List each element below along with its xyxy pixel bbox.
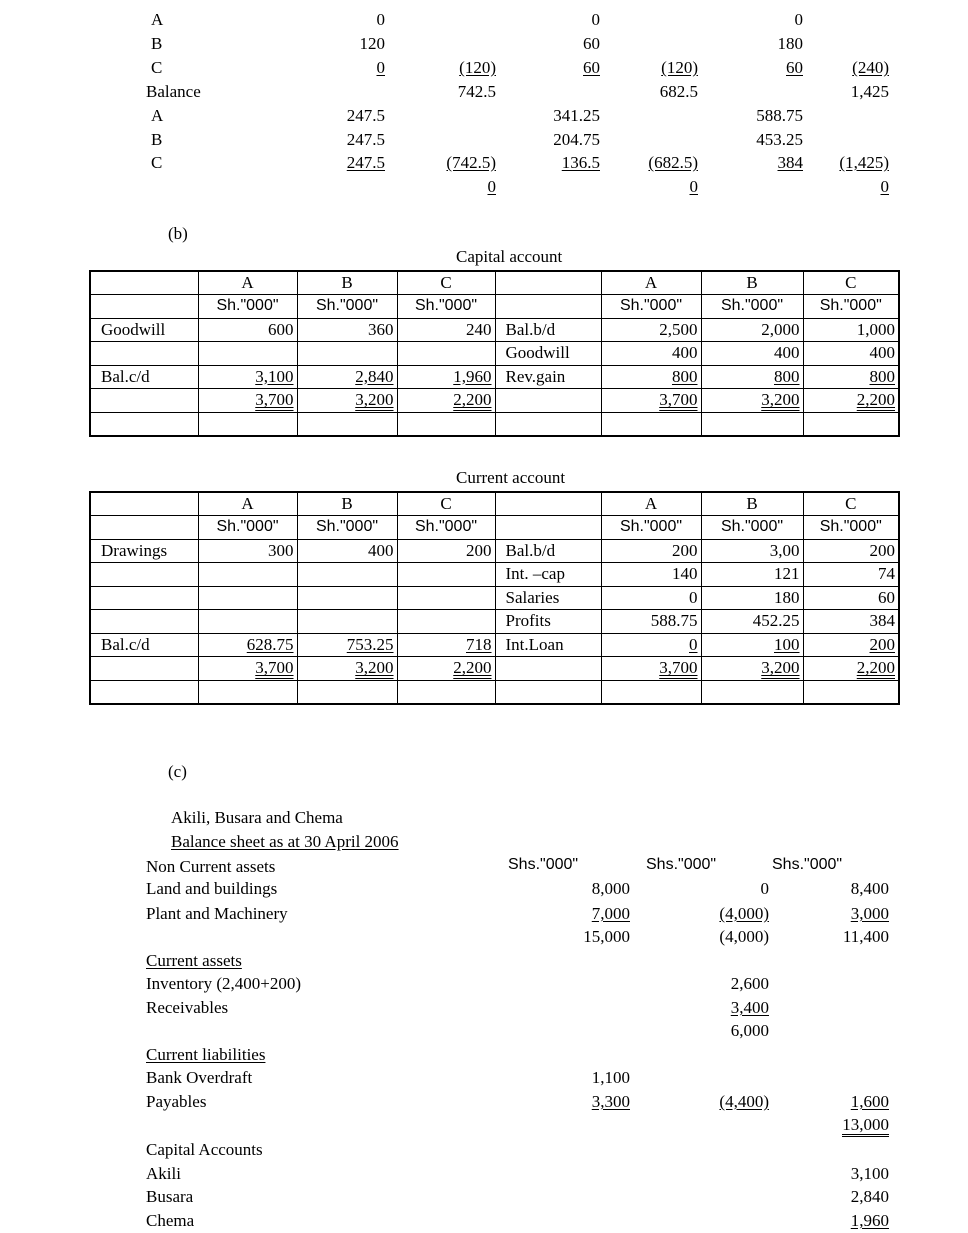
credit-a-total: 3,700	[659, 390, 698, 410]
debit-label	[90, 610, 198, 634]
credit-label	[495, 389, 601, 413]
distribution-value-c2: (742.5)	[446, 153, 496, 172]
distribution-row-label: C	[151, 153, 163, 172]
credit-a: 588.75	[601, 610, 701, 634]
credit-label: Int. –cap	[495, 563, 601, 587]
partner-c-header: C	[397, 271, 495, 295]
distribution-value-c2: 742.5	[457, 82, 496, 101]
debit-b: 360	[297, 318, 397, 342]
plant-cost: 7,000	[591, 904, 630, 923]
debit-label	[90, 657, 198, 681]
table-row	[90, 610, 899, 634]
current-account-table	[89, 491, 900, 705]
debit-a-total: 3,700	[255, 658, 294, 678]
chema-label: Chema	[146, 1211, 195, 1230]
capital-account-table	[89, 270, 900, 437]
credit-label: Bal.b/d	[495, 539, 601, 563]
land-adjustment: 0	[760, 879, 769, 898]
credit-c: 384	[803, 610, 899, 634]
credit-c-total: 2,200	[856, 390, 895, 410]
net-current-assets: 1,600	[850, 1092, 889, 1111]
debit-c	[397, 563, 495, 587]
distribution-row-label: B	[151, 34, 163, 53]
credit-a: 800	[672, 366, 698, 386]
partner-b-header: B	[297, 271, 397, 295]
capital-account-title: Capital account	[456, 247, 563, 266]
distribution-value-c1: 0	[376, 58, 385, 77]
credit-label: Profits	[495, 610, 601, 634]
credit-label	[495, 657, 601, 681]
credit-a-total: 3,700	[659, 658, 698, 678]
unit-header: Sh."000"	[601, 295, 701, 319]
distribution-value-c6: (1,425)	[839, 153, 889, 172]
partner-a-header: A	[601, 492, 701, 516]
debit-b	[297, 342, 397, 366]
partner-c-header: C	[803, 271, 899, 295]
unit-header: Sh."000"	[297, 516, 397, 540]
debit-c	[397, 342, 495, 366]
table-row	[90, 633, 899, 657]
nca-total-net: 11,400	[842, 927, 889, 946]
distribution-value-c1: 247.5	[346, 130, 385, 149]
debit-a: 3,100	[255, 366, 294, 386]
section-b-label: (b)	[168, 224, 188, 243]
credit-a: 2,500	[601, 318, 701, 342]
overdraft-value: 1,100	[591, 1068, 630, 1087]
debit-label: Goodwill	[90, 318, 198, 342]
table-row	[90, 586, 899, 610]
partner-c-header: C	[803, 492, 899, 516]
debit-label: Bal.c/d	[90, 365, 198, 389]
credit-b: 800	[774, 366, 800, 386]
partner-a-header: A	[198, 492, 297, 516]
current-account-title: Current account	[456, 468, 566, 487]
debit-c	[397, 586, 495, 610]
credit-c-total: 2,200	[856, 658, 895, 678]
balance-sheet-title: Balance sheet as at 30 April 2006	[171, 832, 399, 851]
firm-name: Akili, Busara and Chema	[171, 808, 343, 827]
distribution-value-c3: 204.75	[553, 130, 600, 149]
distribution-value-c2: 0	[487, 177, 496, 196]
distribution-value-c5: 453.25	[756, 130, 803, 149]
credit-label: Bal.b/d	[495, 318, 601, 342]
credit-b: 3,00	[701, 539, 803, 563]
unit-header: Sh."000"	[397, 295, 495, 319]
table-row	[90, 365, 899, 389]
chema-value: 1,960	[850, 1211, 889, 1230]
debit-label	[90, 586, 198, 610]
credit-c: 60	[803, 586, 899, 610]
debit-c: 240	[397, 318, 495, 342]
debit-b-total: 3,200	[355, 390, 394, 410]
credit-b: 100	[774, 634, 800, 654]
distribution-row-label: Balance	[146, 82, 201, 101]
overdraft-label: Bank Overdraft	[146, 1068, 253, 1087]
plant-net: 3,000	[850, 904, 889, 923]
land-cost: 8,000	[591, 879, 630, 898]
distribution-value-c3: 136.5	[561, 153, 600, 172]
debit-b-total: 3,200	[355, 658, 394, 678]
distribution-value-c5: 60	[786, 58, 803, 77]
debit-b: 2,840	[355, 366, 394, 386]
distribution-value-c5: 0	[794, 10, 803, 29]
unit-header: Sh."000"	[701, 295, 803, 319]
payables-label: Payables	[146, 1092, 207, 1111]
credit-a: 140	[601, 563, 701, 587]
distribution-row-label: A	[151, 106, 164, 125]
busara-label: Busara	[146, 1187, 194, 1206]
distribution-value-c1: 120	[359, 34, 385, 53]
akili-value: 3,100	[850, 1164, 889, 1183]
debit-a	[198, 342, 297, 366]
table-row	[90, 342, 899, 366]
col-header-1: Shs."000"	[508, 856, 579, 873]
credit-label: Salaries	[495, 586, 601, 610]
table-row	[90, 657, 899, 681]
debit-c: 718	[466, 634, 492, 654]
noncurrent-assets-heading: Non Current assets	[146, 857, 276, 876]
nca-total-cost: 15,000	[583, 927, 630, 946]
distribution-value-c6: (240)	[852, 58, 889, 77]
debit-c	[397, 610, 495, 634]
busara-value: 2,840	[850, 1187, 889, 1206]
unit-header: Sh."000"	[297, 295, 397, 319]
credit-b: 180	[701, 586, 803, 610]
debit-b: 753.25	[346, 634, 394, 654]
partner-a-header: A	[601, 271, 701, 295]
land-net: 8,400	[850, 879, 889, 898]
credit-c: 74	[803, 563, 899, 587]
distribution-value-c4: 682.5	[659, 82, 698, 101]
debit-a: 628.75	[246, 634, 294, 654]
col-header-2: Shs."000"	[646, 856, 717, 873]
inventory-label: Inventory (2,400+200)	[146, 974, 302, 993]
distribution-value-c3: 60	[583, 34, 600, 53]
plant-label: Plant and Machinery	[146, 904, 288, 923]
distribution-value-c4: (682.5)	[648, 153, 698, 172]
distribution-value-c3: 60	[583, 58, 600, 77]
partner-a-header: A	[198, 271, 297, 295]
unit-header: Sh."000"	[601, 516, 701, 540]
debit-b	[297, 563, 397, 587]
credit-b: 400	[701, 342, 803, 366]
credit-b-total: 3,200	[761, 390, 800, 410]
debit-a	[198, 610, 297, 634]
partner-b-header: B	[297, 492, 397, 516]
current-assets-total: 6,000	[730, 1021, 769, 1040]
credit-b: 452.25	[701, 610, 803, 634]
credit-a: 0	[601, 586, 701, 610]
receivables-value: 3,400	[730, 998, 769, 1017]
akili-label: Akili	[146, 1164, 181, 1183]
credit-c: 200	[869, 634, 895, 654]
distribution-value-c3: 341.25	[553, 106, 600, 125]
credit-a: 400	[601, 342, 701, 366]
debit-b	[297, 610, 397, 634]
table-row	[90, 318, 899, 342]
unit-header: Sh."000"	[701, 516, 803, 540]
table-row	[90, 539, 899, 563]
partner-b-header: B	[701, 271, 803, 295]
net-assets-total: 13,000	[842, 1116, 889, 1137]
col-header-3: Shs."000"	[772, 856, 843, 873]
distribution-value-c1: 247.5	[346, 106, 385, 125]
debit-label: Drawings	[90, 539, 198, 563]
partner-b-header: B	[701, 492, 803, 516]
credit-b-total: 3,200	[761, 658, 800, 678]
unit-header: Sh."000"	[803, 295, 899, 319]
distribution-value-c5: 384	[777, 153, 803, 172]
distribution-value-c1: 0	[376, 10, 385, 29]
nca-total-adjustment: (4,000)	[719, 927, 769, 946]
distribution-row-label: C	[151, 58, 163, 77]
current-assets-heading: Current assets	[146, 951, 242, 970]
distribution-value-c4: (120)	[661, 58, 698, 77]
distribution-value-c6: 1,425	[850, 82, 889, 101]
debit-label	[90, 563, 198, 587]
credit-c: 1,000	[803, 318, 899, 342]
credit-b: 121	[701, 563, 803, 587]
debit-a: 300	[198, 539, 297, 563]
distribution-value-c4: 0	[689, 177, 698, 196]
table-row	[90, 389, 899, 413]
credit-c: 400	[803, 342, 899, 366]
credit-a: 0	[689, 634, 698, 654]
unit-header: Sh."000"	[397, 516, 495, 540]
credit-c: 200	[803, 539, 899, 563]
debit-label: Bal.c/d	[90, 633, 198, 657]
land-label: Land and buildings	[146, 879, 278, 898]
distribution-row-label: A	[151, 10, 164, 29]
receivables-label: Receivables	[146, 998, 229, 1017]
debit-a-total: 3,700	[255, 390, 294, 410]
debit-c-total: 2,200	[453, 390, 492, 410]
distribution-value-c5: 180	[777, 34, 803, 53]
debit-a: 600	[198, 318, 297, 342]
plant-adjustment: (4,000)	[719, 904, 769, 923]
current-liabilities-total: (4,400)	[719, 1092, 769, 1111]
credit-c: 800	[869, 366, 895, 386]
debit-b: 400	[297, 539, 397, 563]
unit-header: Sh."000"	[803, 516, 899, 540]
distribution-value-c6: 0	[880, 177, 889, 196]
debit-a	[198, 563, 297, 587]
partner-c-header: C	[397, 492, 495, 516]
debit-label	[90, 342, 198, 366]
table-row	[90, 563, 899, 587]
distribution-row-label: B	[151, 130, 163, 149]
credit-label: Int.Loan	[495, 633, 601, 657]
inventory-value: 2,600	[730, 974, 769, 993]
distribution-value-c1: 247.5	[346, 153, 385, 172]
unit-header: Sh."000"	[198, 516, 297, 540]
unit-header: Sh."000"	[198, 295, 297, 319]
credit-label: Rev.gain	[495, 365, 601, 389]
section-c-label: (c)	[168, 762, 187, 781]
credit-a: 200	[601, 539, 701, 563]
distribution-value-c3: 0	[591, 10, 600, 29]
debit-label	[90, 389, 198, 413]
credit-label: Goodwill	[495, 342, 601, 366]
debit-b	[297, 586, 397, 610]
debit-a	[198, 586, 297, 610]
distribution-value-c2: (120)	[459, 58, 496, 77]
current-liabilities-heading: Current liabilities	[146, 1045, 266, 1064]
debit-c-total: 2,200	[453, 658, 492, 678]
distribution-value-c5: 588.75	[756, 106, 803, 125]
payables-value: 3,300	[591, 1092, 630, 1111]
debit-c: 1,960	[453, 366, 492, 386]
capital-accounts-heading: Capital Accounts	[146, 1140, 263, 1159]
credit-b: 2,000	[701, 318, 803, 342]
debit-c: 200	[397, 539, 495, 563]
